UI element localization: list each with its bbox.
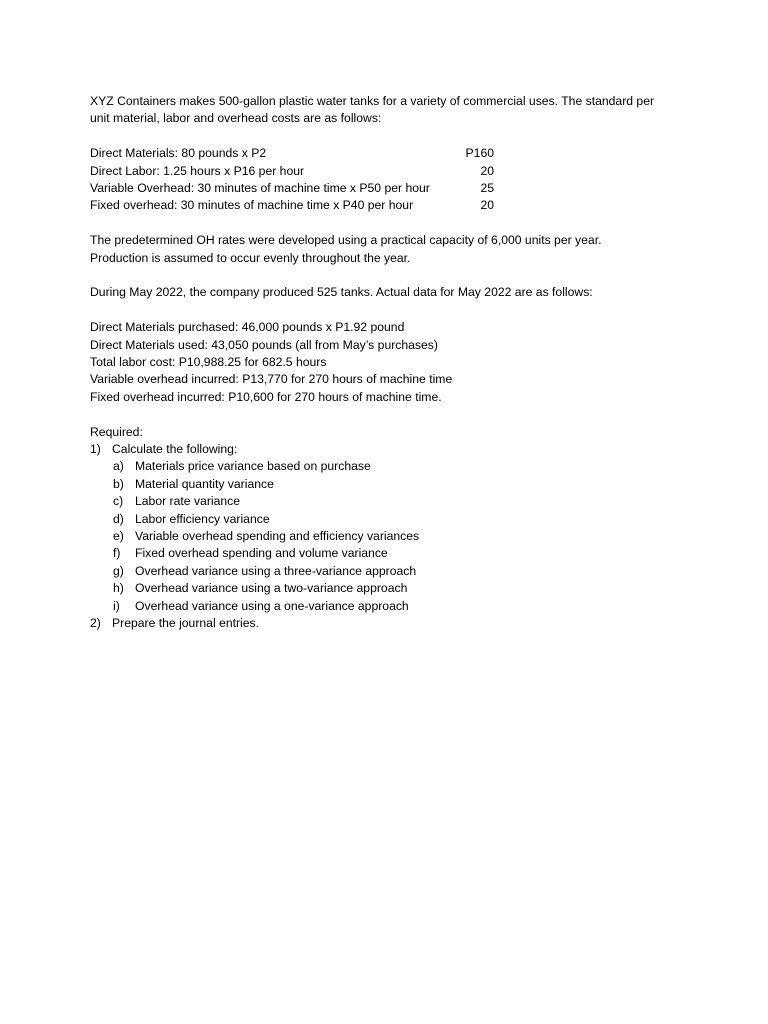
list-letter: d) (113, 511, 124, 526)
oh-rates-line: The predetermined OH rates were developed using a practical capacity of 6,000 units per year. (90, 233, 602, 248)
list-text: Overhead variance using a three-variance approach (135, 563, 417, 578)
required-item-1 (90, 441, 690, 458)
may-intro-line: During May 2022, the company produced 525 tanks. Actual data for May 2022 are as follows: (90, 285, 593, 300)
required-section (90, 424, 690, 633)
cost-row-variable-overhead (90, 180, 690, 197)
subitem-d (90, 511, 690, 528)
intro-line: XYZ Containers makes 500-gallon plastic water tanks for a variety of commercial uses. The standard per (90, 94, 655, 108)
list-letter: b) (113, 476, 124, 491)
standard-cost-list (90, 145, 690, 215)
cost-label: Variable Overhead: 30 minutes of machine time x P50 per hour (90, 180, 430, 195)
subitem-g (90, 563, 690, 580)
list-number: 1) (90, 441, 101, 456)
list-text: Calculate the following: (112, 441, 238, 456)
list-text: Overhead variance using a one-variance approach (135, 598, 409, 613)
actual-data-item: Direct Materials used: 43,050 pounds (all from May’s purchases) (90, 337, 438, 352)
cost-row-fixed-overhead (90, 197, 690, 214)
actual-data-item: Direct Materials purchased: 46,000 pounds x P1.92 pound (90, 320, 405, 335)
required-heading: Required: (90, 424, 143, 439)
document-body (90, 93, 690, 632)
list-letter: a) (113, 459, 124, 474)
subitem-a (90, 458, 690, 475)
subitem-b (90, 476, 690, 493)
list-text: Variable overhead spending and efficiency variances (135, 528, 420, 543)
may-intro-paragraph (90, 284, 690, 301)
required-item-2 (90, 615, 690, 632)
list-text: Labor rate variance (135, 494, 241, 509)
cost-value: 25 (480, 180, 494, 195)
subitem-i (90, 598, 690, 615)
list-letter: g) (113, 563, 124, 578)
cost-value: 20 (480, 198, 494, 213)
oh-rates-paragraph (90, 232, 690, 267)
actual-data-item: Fixed overhead incurred: P10,600 for 270 hours of machine time. (90, 389, 442, 404)
list-text: Overhead variance using a two-variance approach (135, 581, 408, 596)
list-letter: e) (113, 528, 124, 543)
list-text: Fixed overhead spending and volume variance (135, 546, 388, 561)
list-text: Material quantity variance (135, 476, 274, 491)
subitem-f (90, 545, 690, 562)
subitem-e (90, 528, 690, 545)
cost-value: 20 (480, 163, 494, 178)
list-letter: h) (113, 581, 124, 596)
cost-label: Direct Materials: 80 pounds x P2 (90, 146, 267, 161)
cost-value: P160 (465, 146, 494, 161)
list-letter: f) (113, 546, 121, 561)
subitem-c (90, 493, 690, 510)
cost-label: Direct Labor: 1.25 hours x P16 per hour (90, 163, 305, 178)
intro-paragraph (90, 93, 690, 128)
cost-label: Fixed overhead: 30 minutes of machine time x P40 per hour (90, 198, 414, 213)
subitem-h (90, 580, 690, 597)
list-text: Materials price variance based on purchase (135, 459, 371, 474)
list-text: Labor efficiency variance (135, 511, 270, 526)
intro-line: unit material, labor and overhead costs are as follows: (90, 111, 382, 126)
cost-row-direct-labor (90, 163, 690, 180)
oh-rates-line: Production is assumed to occur evenly throughout the year. (90, 250, 411, 265)
actual-data-item: Total labor cost: P10,988.25 for 682.5 hours (90, 354, 327, 369)
actual-data-item: Variable overhead incurred: P13,770 for 270 hours of machine time (90, 372, 453, 387)
cost-row-direct-materials (90, 145, 690, 162)
list-letter: i) (113, 598, 120, 613)
list-letter: c) (113, 494, 124, 509)
list-text: Prepare the journal entries. (112, 615, 260, 630)
actual-data-list (90, 319, 690, 406)
list-number: 2) (90, 615, 101, 630)
